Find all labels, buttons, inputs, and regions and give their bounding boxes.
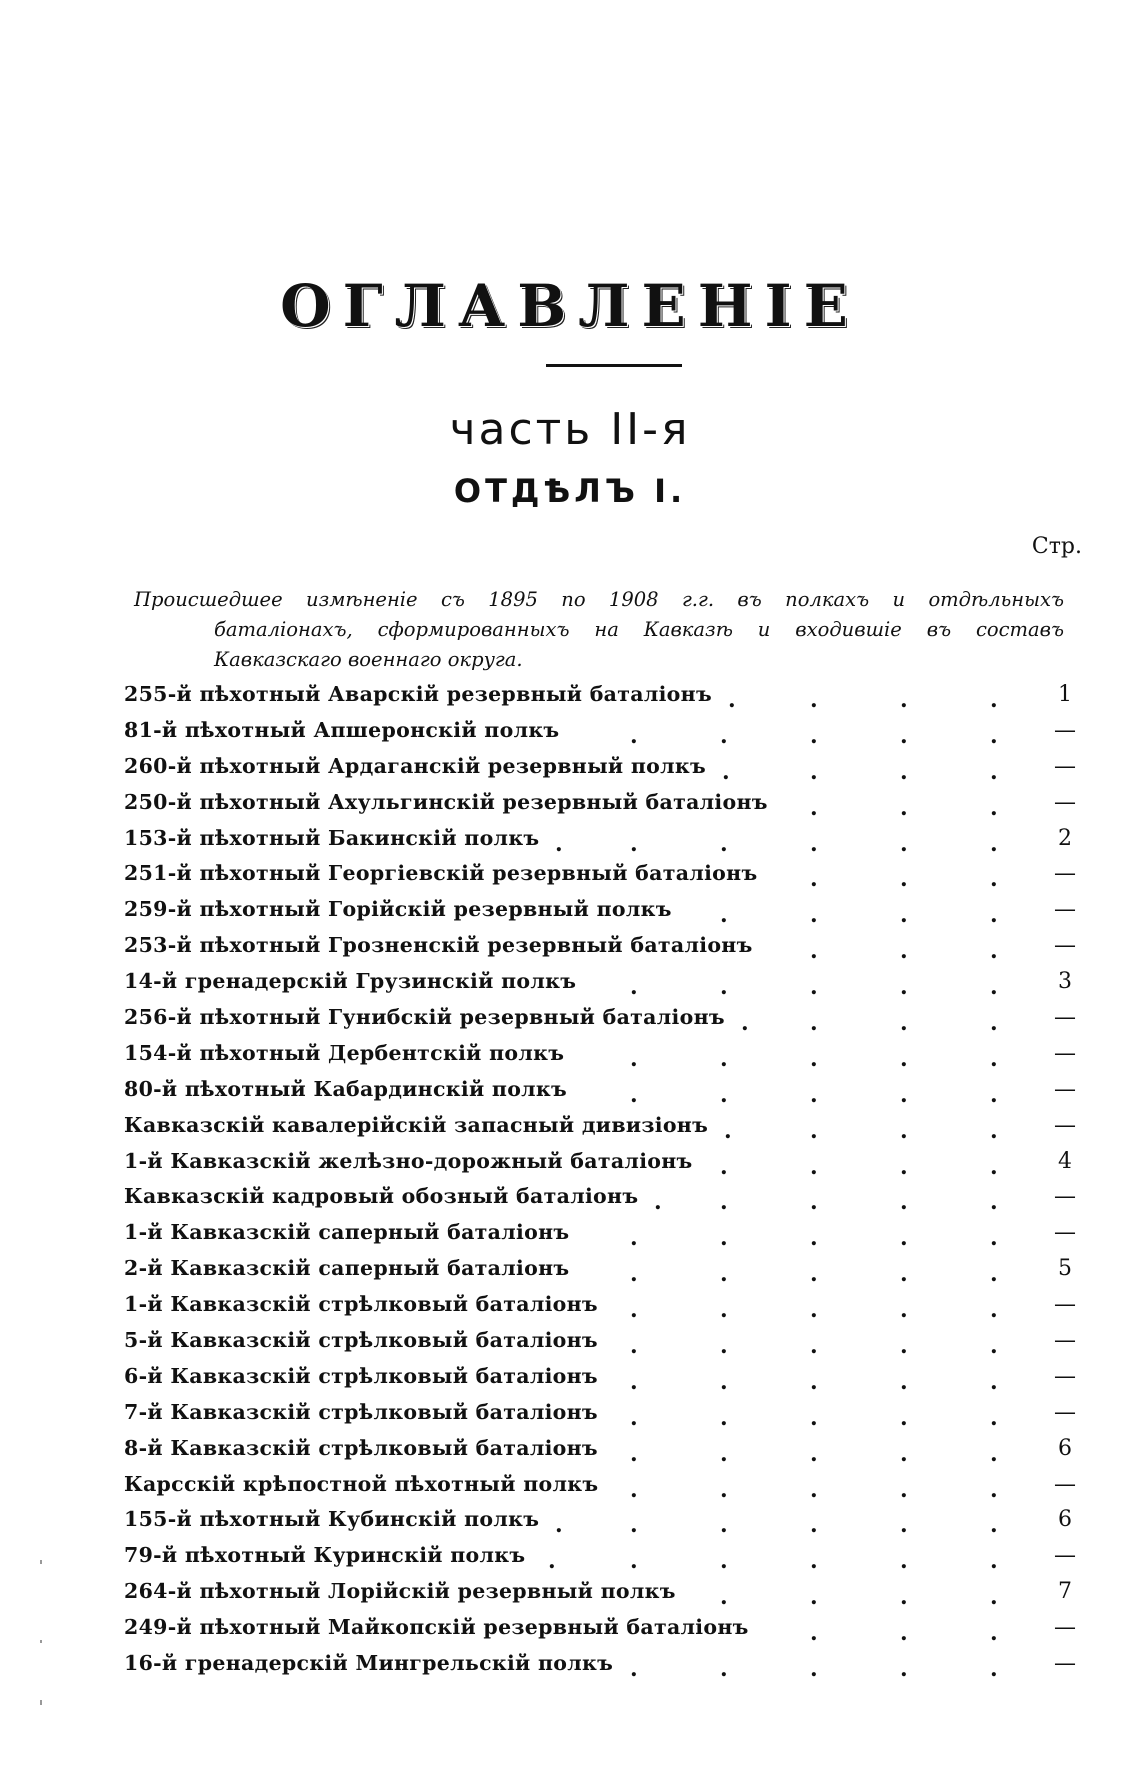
leader-dot: .	[990, 758, 998, 785]
leader-dot: .	[990, 794, 998, 821]
leader-dot: .	[630, 1081, 638, 1108]
toc-entry	[124, 1075, 1089, 1111]
leader-dot: .	[810, 687, 818, 713]
toc-entry-page: —	[1054, 1328, 1076, 1354]
toc-entry-label: 155-й пѣхотный Кубинскій полкъ	[124, 1507, 540, 1532]
leader-dot: .	[630, 1548, 638, 1575]
toc-entry-page: —	[1054, 897, 1076, 923]
leader-dot: .	[900, 974, 908, 1001]
toc-entry-label: 7-й Кавказскій стрѣлковый баталіонъ	[124, 1399, 598, 1424]
leader-dot: .	[900, 722, 908, 749]
leader-dot: .	[810, 1440, 818, 1467]
toc-entry-label: 16-й гренадерскій Мингрельскій полкъ	[124, 1651, 614, 1676]
leader-dot: .	[900, 902, 908, 929]
leader-dot: .	[724, 1117, 732, 1144]
toc-entry	[124, 1541, 1089, 1577]
toc-entry-label: 255-й пѣхотный Аварскій резервный баталіонъ	[124, 682, 712, 706]
toc-entry-label: 1-й Кавказскій желѣзно-дорожный баталіонъ	[124, 1148, 693, 1173]
leader-dot: .	[630, 830, 638, 857]
toc-entry	[124, 1290, 1089, 1326]
toc-entry	[124, 716, 1089, 752]
leader-dot: .	[720, 1081, 728, 1108]
leader-dot: .	[810, 1476, 818, 1503]
leader-dot: .	[990, 1117, 998, 1144]
toc-entry-page: —	[1054, 1399, 1076, 1425]
leader-dot: .	[900, 1045, 908, 1072]
toc-entry	[124, 1111, 1089, 1147]
leader-dot: .	[630, 722, 638, 749]
margin-speck	[40, 1560, 42, 1564]
leader-dot: .	[990, 722, 998, 749]
toc-entry-page: —	[1054, 933, 1076, 959]
toc-entry	[124, 895, 1089, 931]
toc-entry-page: 2	[1058, 825, 1072, 851]
toc-entry-page: —	[1054, 1471, 1076, 1497]
leader-dot: .	[720, 1225, 728, 1252]
leader-dot: .	[810, 1153, 818, 1180]
toc-entry	[124, 680, 1089, 716]
toc-entry-label: 250-й пѣхотный Ахульгинскій резервный баталіонъ	[124, 789, 768, 814]
leader-dot: .	[900, 1189, 908, 1216]
leader-dot: .	[990, 938, 998, 965]
leader-dot: .	[810, 1117, 818, 1144]
leader-dot: .	[728, 687, 736, 713]
intro-line-1: Происшедшее измѣненіе съ 1895 по 1908 г.г. въ полкахъ и отдѣльныхъ	[134, 588, 1064, 611]
leader-dot: .	[720, 1548, 728, 1575]
toc-entry-label: Кавказскій кадровый обозный баталіонъ	[124, 1184, 639, 1209]
leader-dot: .	[720, 1368, 728, 1395]
leader-dot: .	[990, 1081, 998, 1108]
toc-entry	[124, 1577, 1089, 1613]
toc-entry-page: —	[1054, 1112, 1076, 1138]
toc-entry	[124, 1218, 1089, 1254]
toc-entry-label: 264-й пѣхотный Лорійскій резервный полкъ	[124, 1579, 676, 1604]
leader-dot: .	[990, 1333, 998, 1360]
leader-dot: .	[990, 1404, 998, 1431]
leader-dot: .	[720, 830, 728, 857]
toc-entry-page: —	[1054, 1615, 1076, 1641]
leader-dot: .	[810, 1010, 818, 1037]
leader-dot: .	[900, 1584, 908, 1611]
toc-entry-label: 2-й Кавказскій саперный баталіонъ	[124, 1256, 570, 1281]
leader-dot: .	[630, 1333, 638, 1360]
leader-dot: .	[720, 902, 728, 929]
toc-entry-page: —	[1054, 753, 1076, 779]
leader-dot: .	[630, 1404, 638, 1431]
intro-line-2: баталіонахъ, сформированныхъ на Кавказѣ и входившіе въ составъ	[214, 618, 1064, 641]
leader-dot: .	[990, 1153, 998, 1180]
toc-entry	[124, 1003, 1089, 1039]
leader-dot: .	[900, 1404, 908, 1431]
leader-dot: .	[722, 758, 730, 785]
leader-dot: .	[548, 1548, 556, 1575]
leader-dot: .	[630, 974, 638, 1001]
leader-dot: .	[720, 1512, 728, 1539]
toc-entry-label: 251-й пѣхотный Георгіевскій резервный баталіонъ	[124, 861, 758, 886]
toc-entry-label: 249-й пѣхотный Майкопскій резервный баталіонъ	[124, 1615, 749, 1640]
toc-entry-page: —	[1054, 1651, 1076, 1677]
leader-dot: .	[630, 1512, 638, 1539]
page-title: ОГЛАВЛЕНІЕ	[280, 272, 860, 340]
toc-entry	[124, 824, 1089, 860]
toc-entry-label: 81-й пѣхотный Апшеронскій полкъ	[124, 717, 560, 742]
leader-dot: .	[900, 1010, 908, 1037]
intro-line-3: Кавказскаго военнаго округа.	[214, 648, 523, 671]
toc-entry-label: 5-й Кавказскій стрѣлковый баталіонъ	[124, 1328, 598, 1353]
leader-dot: .	[810, 1261, 818, 1288]
toc-entry-label: 260-й пѣхотный Ардаганскій резервный полкъ	[124, 753, 707, 778]
leader-dot: .	[720, 974, 728, 1001]
leader-dot: .	[720, 1189, 728, 1216]
toc-entry-page: —	[1054, 1184, 1076, 1210]
part-heading: часть ІІ-я	[449, 404, 691, 455]
toc-entry-page: —	[1054, 1292, 1076, 1318]
leader-dot: .	[990, 1512, 998, 1539]
leader-dot: .	[720, 1440, 728, 1467]
leader-dot: .	[741, 1010, 749, 1037]
leader-dot: .	[810, 1297, 818, 1324]
leader-dot: .	[990, 1440, 998, 1467]
leader-dot: .	[990, 1584, 998, 1611]
toc-entry	[124, 1470, 1089, 1506]
leader-dot: .	[720, 1261, 728, 1288]
toc-entry-label: 79-й пѣхотный Куринскій полкъ	[124, 1543, 526, 1568]
leader-dot: .	[900, 1512, 908, 1539]
toc-entry-label: 1-й Кавказскій саперный баталіонъ	[124, 1220, 570, 1245]
toc-entry-page: —	[1054, 1363, 1076, 1389]
leader-dot: .	[990, 1476, 998, 1503]
toc-entry	[124, 752, 1089, 788]
toc-entry-page: 4	[1058, 1148, 1072, 1174]
leader-dot: .	[810, 794, 818, 821]
leader-dot: .	[810, 974, 818, 1001]
page-column-label: Стр.	[1031, 534, 1082, 559]
leader-dot: .	[630, 1225, 638, 1252]
leader-dot: .	[555, 830, 563, 857]
margin-speck	[40, 1640, 42, 1643]
leader-dot: .	[720, 1333, 728, 1360]
toc-entry-label: 1-й Кавказскій стрѣлковый баталіонъ	[124, 1292, 598, 1317]
leader-dot: .	[555, 1512, 563, 1539]
leader-dot: .	[990, 687, 998, 713]
leader-dot: .	[630, 1656, 638, 1683]
leader-dot: .	[900, 687, 908, 713]
toc-entry	[124, 859, 1089, 895]
leader-dot: .	[720, 1153, 728, 1180]
toc-entry-page: —	[1054, 1076, 1076, 1102]
toc-entry-page: 6	[1058, 1435, 1072, 1461]
toc-entry	[124, 967, 1089, 1003]
leader-dot: .	[630, 1440, 638, 1467]
leader-dot: .	[810, 1548, 818, 1575]
toc-entry-label: Карсскій крѣпостной пѣхотный полкъ	[124, 1471, 599, 1496]
leader-dot: .	[810, 830, 818, 857]
leader-dot: .	[900, 1620, 908, 1647]
leader-dot: .	[810, 1368, 818, 1395]
margin-speck	[40, 1700, 42, 1705]
toc-entry-page: —	[1054, 789, 1076, 815]
leader-dot: .	[630, 1045, 638, 1072]
leader-dot: .	[900, 830, 908, 857]
leader-dot: .	[990, 830, 998, 857]
toc-entry-page: 6	[1058, 1507, 1072, 1533]
toc-entry-page: —	[1054, 1543, 1076, 1569]
leader-dot: .	[810, 1045, 818, 1072]
leader-dot: .	[810, 1189, 818, 1216]
leader-dot: .	[900, 938, 908, 965]
leader-dot: .	[900, 1225, 908, 1252]
leader-dot: .	[990, 1261, 998, 1288]
leader-dot: .	[720, 1476, 728, 1503]
toc-entry-page: —	[1054, 1040, 1076, 1066]
leader-dot: .	[810, 1225, 818, 1252]
leader-dot: .	[900, 1548, 908, 1575]
leader-dot: .	[810, 938, 818, 965]
leader-dot: .	[720, 1584, 728, 1611]
leader-dot: .	[810, 1333, 818, 1360]
toc-entry	[124, 1039, 1089, 1075]
leader-dot: .	[990, 1620, 998, 1647]
toc-entry	[124, 1505, 1089, 1541]
toc-entry	[124, 1398, 1089, 1434]
toc-entry	[124, 788, 1089, 824]
leader-dot: .	[810, 722, 818, 749]
leader-dot: .	[900, 1440, 908, 1467]
toc-entry-label: 80-й пѣхотный Кабардинскій полкъ	[124, 1076, 568, 1101]
leader-dot: .	[900, 1081, 908, 1108]
leader-dot: .	[720, 1045, 728, 1072]
toc-entry	[124, 1362, 1089, 1398]
leader-dot: .	[900, 758, 908, 785]
leader-dot: .	[900, 1333, 908, 1360]
leader-dot: .	[900, 1261, 908, 1288]
toc-entry	[124, 1649, 1089, 1685]
leader-dot: .	[810, 1404, 818, 1431]
leader-dot: .	[990, 1297, 998, 1324]
leader-dot: .	[720, 1404, 728, 1431]
table-of-contents	[124, 680, 1089, 1685]
leader-dot: .	[810, 866, 818, 893]
leader-dot: .	[630, 1476, 638, 1503]
toc-entry-label: 154-й пѣхотный Дербентскій полкъ	[124, 1040, 565, 1065]
toc-entry	[124, 1254, 1089, 1290]
toc-entry-label: 256-й пѣхотный Гунибскій резервный баталіонъ	[124, 1005, 725, 1030]
toc-entry-page: —	[1054, 717, 1076, 743]
toc-entry-label: 153-й пѣхотный Бакинскій полкъ	[124, 825, 540, 850]
leader-dot: .	[900, 1476, 908, 1503]
leader-dot: .	[720, 1297, 728, 1324]
leader-dot: .	[720, 1656, 728, 1683]
leader-dot: .	[810, 902, 818, 929]
leader-dot: .	[810, 1512, 818, 1539]
toc-entry-label: 259-й пѣхотный Горійскій резервный полкъ	[124, 897, 672, 922]
toc-entry-label: Кавказскій кавалерійскій запасный дивизіонъ	[124, 1112, 709, 1137]
toc-entry	[124, 1613, 1089, 1649]
leader-dot: .	[900, 794, 908, 821]
leader-dot: .	[990, 1045, 998, 1072]
leader-dot: .	[630, 1261, 638, 1288]
toc-entry-label: 8-й Кавказскій стрѣлковый баталіонъ	[124, 1435, 598, 1460]
leader-dot: .	[990, 866, 998, 893]
leader-dot: .	[900, 866, 908, 893]
leader-dot: .	[810, 1584, 818, 1611]
toc-entry-page: 1	[1058, 682, 1072, 707]
toc-entry-page: 5	[1058, 1256, 1072, 1282]
leader-dot: .	[990, 1225, 998, 1252]
leader-dot: .	[720, 722, 728, 749]
leader-dot: .	[810, 758, 818, 785]
leader-dot: .	[990, 1010, 998, 1037]
leader-dot: .	[810, 1656, 818, 1683]
toc-entry	[124, 931, 1089, 967]
section-heading: ОТДѢЛЪ І.	[453, 472, 687, 510]
leader-dot: .	[900, 1117, 908, 1144]
leader-dot: .	[990, 902, 998, 929]
leader-dot: .	[900, 1656, 908, 1683]
leader-dot: .	[630, 1297, 638, 1324]
toc-entry-page: —	[1054, 861, 1076, 887]
toc-entry-page: —	[1054, 1220, 1076, 1246]
toc-entry-label: 14-й гренадерскій Грузинскій полкъ	[124, 969, 577, 994]
toc-entry	[124, 1182, 1089, 1218]
leader-dot: .	[990, 1656, 998, 1683]
toc-entry-label: 253-й пѣхотный Грозненскій резервный баталіонъ	[124, 933, 753, 958]
leader-dot: .	[990, 1368, 998, 1395]
toc-entry-label: 6-й Кавказскій стрѣлковый баталіонъ	[124, 1363, 598, 1388]
leader-dot: .	[990, 1548, 998, 1575]
leader-dot: .	[654, 1189, 662, 1216]
leader-dot: .	[900, 1297, 908, 1324]
intro-paragraph	[134, 585, 1064, 675]
title-underline-rule	[546, 364, 682, 367]
leader-dot: .	[900, 1153, 908, 1180]
toc-entry-page: 7	[1058, 1579, 1072, 1605]
leader-dot: .	[900, 1368, 908, 1395]
toc-entry	[124, 1326, 1089, 1362]
leader-dot: .	[810, 1081, 818, 1108]
toc-entry	[124, 1147, 1089, 1183]
leader-dot: .	[990, 1189, 998, 1216]
leader-dot: .	[630, 1368, 638, 1395]
toc-entry	[124, 1434, 1089, 1470]
toc-entry-page: 3	[1058, 969, 1072, 995]
leader-dot: .	[810, 1620, 818, 1647]
leader-dot: .	[990, 974, 998, 1001]
toc-entry-page: —	[1054, 1005, 1076, 1031]
